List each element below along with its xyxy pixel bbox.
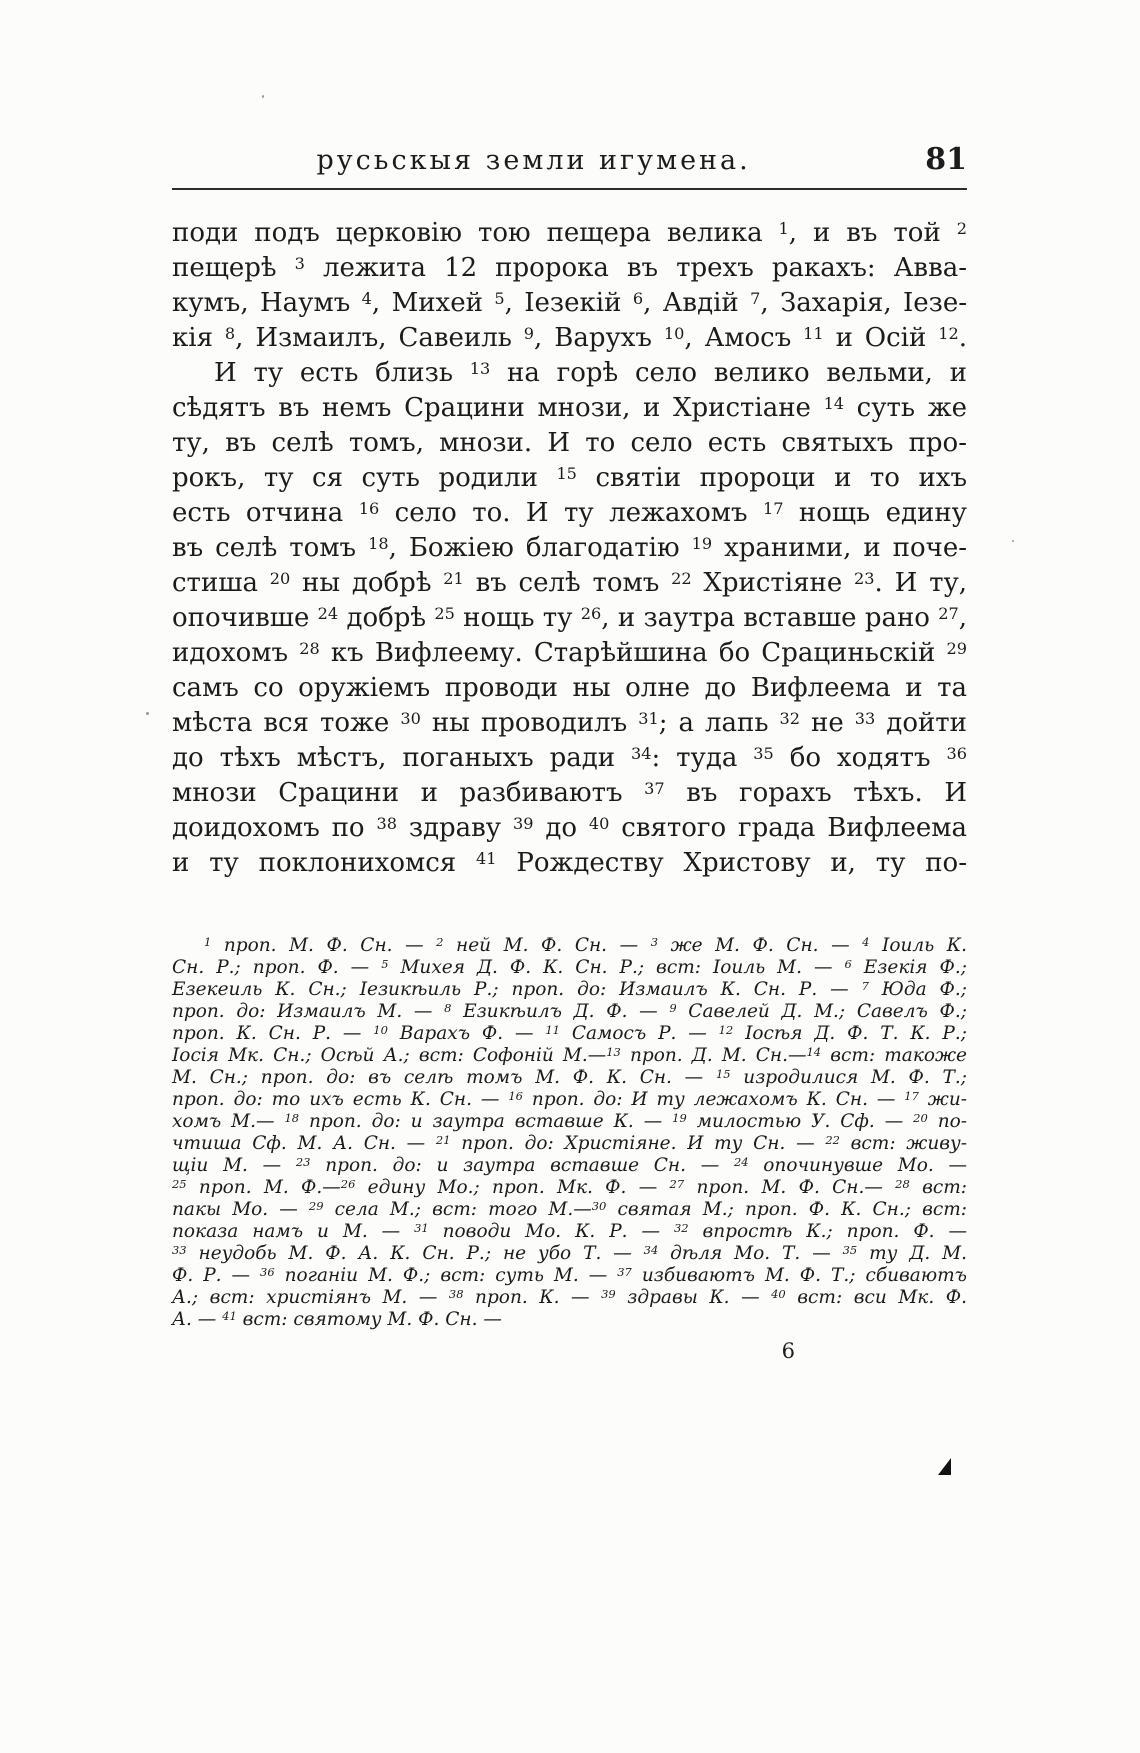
scan-speck	[1012, 540, 1014, 542]
running-title: русьскыя земли игумена.	[316, 145, 751, 176]
quire-number: 6	[781, 1339, 795, 1363]
footnote-line: проп. К. Сн. Р. — $^{10}$ Варахъ Ф. — $^{11}$ Самосъ Р. — $^{12}$ Іосѣя Д. Ф. Т. К. Р.;	[172, 1022, 967, 1044]
body-line: въ селѣ томъ $^{18}$, Божіею благодатію $^{19}$ храними, и поче-	[172, 533, 968, 563]
body-line: кумъ, Наумъ $^4$, Михей $^5$, Іезекій $^6$, Авдій $^7$, Захарія, Іезе-	[172, 288, 968, 318]
footnote-line: $^{33}$ неудобь М. Ф. А. К. Сн. Р.; не убо Т. — $^{34}$ дѣля Мо. Т. — $^{35}$ ту Д. М.	[172, 1242, 967, 1264]
body-line: есть отчина $^{16}$ село то. И ту лежахомъ $^{17}$ нощь едину	[172, 498, 967, 528]
footnote-line: проп. до: Измаилъ М. — $^8$ Езикѣилъ Д. Ф. — $^9$ Савелей Д. М.; Савелъ Ф.;	[172, 1000, 967, 1022]
page-number: 81	[925, 142, 967, 177]
footnote-line: проп. до: то ихъ есть К. Сн. — $^{16}$ проп. до: И ту лежахомъ К. Сн. — $^{17}$ жи-	[172, 1088, 967, 1110]
footnote-line: Іосія Мк. Сн.; Осѣй А.; вст: Софоній М.—$^{13}$ проп. Д. М. Сн.—$^{14}$ вст: такоже	[172, 1044, 967, 1066]
footnote-line: показа намъ и М. — $^{31}$ поводи Мо. К. Р. — $^{32}$ впростѣ К.; проп. Ф. —	[172, 1220, 967, 1242]
footnote-line: $^1$ проп. М. Ф. Сн. — $^2$ ней М. Ф. Сн. — $^3$ же М. Ф. Сн. — $^4$ Іоиль К.	[204, 934, 967, 956]
footnote-line: пакы Мо. — $^{29}$ села М.; вст: того М.—$^{30}$ святая М.; проп. Ф. К. Сн.; вст:	[172, 1198, 967, 1220]
footnote-line: Сн. Р.; проп. Ф. — $^5$ Михея Д. Ф. К. Сн. Р.; вст: Іоиль М. — $^6$ Езекія Ф.;	[172, 956, 967, 978]
body-line: поди подъ церковію тою пещера велика $^1$, и въ той $^2$	[172, 218, 967, 248]
body-line: до тѣхъ мѣстъ, поганыхъ ради $^{34}$: туда $^{35}$ бо ходятъ $^{36}$	[172, 743, 967, 773]
body-line: сѣдятъ въ немъ Срацини мнози, и Христіане $^{14}$ суть же	[172, 393, 967, 423]
body-text	[172, 216, 967, 881]
footnote-line: М. Сн.; проп. до: въ селѣ томъ М. Ф. К. Сн. — $^{15}$ изродилися М. Ф. Т.;	[172, 1066, 967, 1088]
body-line: рокъ, ту ся суть родили $^{15}$ святіи пророци и то ихъ	[172, 463, 967, 493]
footnote-line: щіи М. — $^{23}$ проп. до: и заутра вставше Сн. — $^{24}$ опочинувше Мо. —	[172, 1154, 967, 1176]
footnote-line: чтиша Сф. М. А. Сн. — $^{21}$ проп. до: Христіяне. И ту Сн. — $^{22}$ вст: живу-	[172, 1132, 967, 1154]
scan-speck	[146, 712, 149, 715]
footnote-line: Езекеиль К. Сн.; Іезикѣиль Р.; проп. до: Измаилъ К. Сн. Р. — $^7$ Юда Ф.;	[172, 978, 967, 1000]
footnotes	[172, 935, 967, 1331]
body-line: и ту поклонихомся $^{41}$ Рождеству Христову и, ту по-	[172, 848, 967, 878]
footnote-line: А.; вст: христіянъ М. — $^{38}$ проп. К. — $^{39}$ здравы К. — $^{40}$ вст: вси Мк. Ф.	[172, 1286, 968, 1308]
footnote-line: Ф. Р. — $^{36}$ поганіи М. Ф.; вст: суть М. — $^{37}$ избиваютъ М. Ф. Т.; сбиваютъ	[172, 1264, 967, 1286]
text-block	[172, 142, 967, 1363]
corner-ink-mark	[938, 1458, 951, 1475]
footnote-line: хомъ М.— $^{18}$ проп. до: и заутра вставше К. — $^{19}$ милостью У. Сф. — $^{20}$ по-	[172, 1110, 968, 1132]
body-line: кія $^8$, Измаилъ, Савеиль $^9$, Варухъ $^{10}$, Амосъ $^{11}$ и Осій $^{12}$.	[172, 323, 968, 353]
body-line: мѣста вся тоже $^{30}$ ны проводилъ $^{31}$; а лапь $^{32}$ не $^{33}$ дойти	[172, 708, 968, 738]
body-line: опочивше $^{24}$ добрѣ $^{25}$ нощь ту $^{26}$, и заутра вставше рано $^{27}$,	[172, 603, 967, 633]
body-line: самъ со оружіемъ проводи ны олне до Вифлеема и та	[172, 673, 967, 703]
page-header	[172, 142, 967, 190]
footnote-line: $^{25}$ проп. М. Ф.—$^{26}$ едину Мо.; проп. Мк. Ф. — $^{27}$ проп. М. Ф. Сн.— $^{28}$ вст:	[172, 1176, 967, 1198]
body-line: стиша $^{20}$ ны добрѣ $^{21}$ въ селѣ томъ $^{22}$ Христіяне $^{23}$. И ту,	[172, 568, 968, 598]
body-line: ту, въ селѣ томъ, мнози. И то село есть святыхъ про-	[172, 428, 967, 458]
body-line: пещерѣ $^3$ лежита 12 пророка въ трехъ ракахъ: Авва-	[172, 253, 967, 283]
body-line: идохомъ $^{28}$ къ Вифлеему. Старѣйшина бо Срациньскій $^{29}$	[172, 638, 967, 668]
scan-speck	[262, 95, 264, 98]
body-line: И ту есть близь $^{13}$ на горѣ село велико вельми, и	[214, 358, 967, 388]
body-line: мнози Срацини и разбиваютъ $^{37}$ въ горахъ тѣхъ. И	[172, 778, 967, 808]
footnote-line: А. — $^{41}$ вст: святому М. Ф. Сн. —	[172, 1308, 502, 1330]
body-line: доидохомъ по $^{38}$ здраву $^{39}$ до $^{40}$ святого града Вифлеема	[172, 813, 967, 843]
